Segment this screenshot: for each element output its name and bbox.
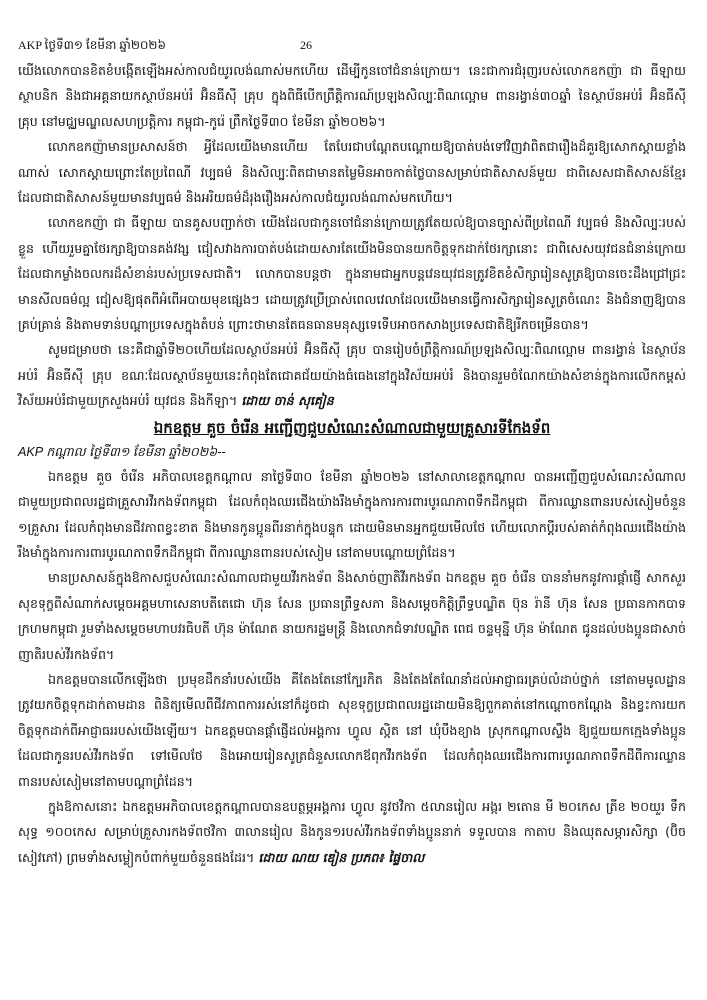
article1-paragraph: លោកឧកញ៉ាមានប្រសាសន៍ថា អ្វីដែលយើងមានហើយ តែបែរជាបណ្តែតបណ្តោយឱ្យបាត់បង់ទៅវិញវាពិតជារឿងដ៏គួរឱ្យសោកស្តាយខ្លាំងណាស់ សោកស្តាយព្រោះតែប្រពៃណី វប្បធម៌ និងសិល្បៈពិតជាមានតម្លៃមិនអាចកាត់ថ្លៃបានសម្រាប់ជាតិសាសន៍មួយ ជាពិសេសជាតិសាសន៍ខ្មែរ ដែលជាជាតិសាសន៍មួយមានវប្បធម៌ និងអរិយធម៌ដ៏រុងរឿងអស់កាលជំយូរលង់ណាស់មកហើយ។ bbox=[18, 139, 686, 206]
article2-paragraph: ឯកឧត្តម គួច ចំរើន អភិបាលខេត្តកណ្តាល នាថ្ងៃទី៣០ ខែមីនា ឆ្នាំ២០២៦ នៅសាលាខេត្តកណ្តាល បានអញ្ជើញជួបសំណេះសំណាល ជាមួយប្រជាពលរដ្ឋជាគ្រួសារវីរកងទ័ពកម្ពុជា ដែលកំពុងឈរជើងយ៉ាងរឹងមាំក្នុងការការពារបូរណភាពទឹកដីកម្ពុជា ពីការឈ្លានពានរបស់សៀមចំនួន ១គ្រួសារ ដែលកំពុងមានជីវភាពខ្វះខាត និងមានកូនប្អូនពីរនាក់ក្នុងបន្ទុក ដោយមិនមានអ្នកជួយមើលថែ ហើយលោកប្តីរបស់គាត់កំពុងឈរជើងយ៉ាងរឹងមាំក្នុងការការពារបូរណភាពទឹកដីកម្ពុជា ពីការឈ្លានពានរបស់សៀម នៅតាមបណ្តោយព្រំដែន។ bbox=[18, 468, 686, 560]
article1-paragraph: យើងលោកបានខិតខំបង្កើតឡើងអស់កាលជំយូរលង់ណាស់មកហើយ ដើម្បីកូនចៅជំនាន់ក្រោយ។ នេះជាការជំរុញរបស់លោកឧកញ៉ា ជា ធី​ឡាយ ស្ថាបនិក និងជាអគ្គនាយកស្ថាប័នអប់រំ អ៊ិនធីស៊ី គ្រុប ក្នុងពិធីបើកព្រឹត្តិការណ៍ប្រឡងសិល្បៈពិណល្អោ​ម​ ពានរង្វាន់៣០ឆ្នាំ នៃស្ថាប័នអប់រំ អ៊ិនធីស៊ី គ្រុប នៅមជ្ឈមណ្ឌលសហប្រត្តិការ កម្ពុជា-កូរ៉េ ព្រឹកថ្ងៃទី៣០ ខែមីនា ឆ្នាំ២០២៦។ bbox=[18, 63, 686, 129]
page-header bbox=[18, 36, 689, 54]
page-number: 26 bbox=[300, 38, 312, 52]
article-body bbox=[18, 58, 686, 870]
article1-paragraph: លោកឧកញ៉ា ជា ធី​ឡាយ បានគូសបញ្ជាក់ថា យើងដែលជាកូនចៅជំនាន់ក្រោយត្រូវតែយល់ឱ្យបានច្បាស់ពីប្រពៃណី វប្បធម៌ និងសិល្បៈរបស់ខ្លួន ហើយរួមគ្នាថែរក្សាឱ្យបានគង់វង្ស ជៀសវាងការបាត់បង់ដោយសារតែយើងមិនបានយកចិត្តទុកដាក់ថែរក្សានោះ ជាពិសេសយុវជនជំនាន់ក្រោយដែលជាកម្លាំងចលករដ៏សំខាន់របស់ប្រទេសជាតិ។ លោកបានបន្តថា ក្នុងនាមជាអ្នកបន្តវេនយុវជនត្រូវខិតខំសិក្សារៀនសូត្រឱ្យបានចេះដឹងជ្រៅជ្រះ មានសីលធម៌ល្អ ជៀសឱ្យផុតពីអំពើអបាយមុខផ្សេងៗ ដោយត្រូវប្រើប្រាស់ពេលវេលាដែលយើងមានធ្វើការសិក្សារៀនសូត្រចំណេះ និងជំនាញឱ្យបានគ្រប់គ្រាន់ និងតាមទាន់បណ្តាប្រទេសក្នុងតំបន់ ព្រោះថាមានតែធនធានមនុស្សទេទើបអាចកសាងប្រទេសជាតិឱ្យរីកចម្រើនបាន។ bbox=[18, 215, 686, 333]
article2-paragraph: មានប្រសាសន៍ក្នុងឱកាសជួបសំណេះសំណាលជាមួយវីរកងទ័ព និងសាច់ញាតិវីរកងទ័ព ឯកឧត្តម គួច ចំរើន បាននាំមកនូវការផ្តាំផ្ញើ សាកសួរសុខទុក្ខពីសំណាក់សម្តេចអគ្គមហាសេនាបតីតេជោ ហ៊ុន សែន ប្រធានព្រឹទ្ធសភា និងសម្តេចកិត្តិព្រឹទ្ធបណ្ឌិត ប៊ុន រ៉ានី ហ៊ុន សែន ប្រធានកាកបាទក្រហមកម្ពុជា រួមទាំងសម្តេចមហាបវរធិបតី ហ៊ុន ម៉ាណែត នាយករដ្ឋមន្ត្រី និងលោកជំទាវបណ្ឌិត ពេជ ចន្ទមុន្នី ហ៊ុន ម៉ាណែត ជូនដល់បងប្អូនជាសាច់ញាតិរបស់វីរកងទ័ព។ bbox=[18, 570, 686, 662]
article1-last-text: សូមជម្រាបថា នេះគឺជាឆ្នាំទី២០ហើយដែលស្ថាប័នអប់រំ អ៊ិនធីស៊ី គ្រុប បានរៀបចំព្រឹត្តិការណ៍ប្រឡងសិល្បៈពិណល្អោម ពានរង្វាន់ នៃស្ថាប័នអប់រំ អ៊ិនធីស៊ី គ្រុប ខណៈដែលស្ថាប័នមួយនេះកំពុងតែជោគជ័យយ៉ាងធំធេងនៅក្នុងវិស័យអប់រំ និងបានរួមចំណែកយ៉ាងសំខាន់ក្នុងការលើកកម្ពស់វិស័យអប់រំជាមួយក្រសួងអប់រំ យុវជន និងកីឡា។ bbox=[18, 342, 686, 409]
article2-paragraph: ឯកឧត្តមបានលើកឡើងថា ប្រមុខដឹកនាំរបស់យើង គឺតែងតែនៅក្បែរកិត និងតែងតែណែនាំដល់អាជ្ញាធរគ្រប់លំដាប់ថ្នាក់ នៅតាមមូលដ្ឋាន ត្រូវយកចិត្តទុកដាក់តាមដាន ពិនិត្យមើលពីជីវភាពការរស់នៅក៏ដូចជា សុខទុក្ខប្រជាពលរដ្ឋដោយមិនឱ្យពួកគាត់នៅកណ្តោចកណ្តែង និងខ្វះការយកចិត្តទុកដាក់ពីអាជ្ញាធររបស់យើងឡើយ។ ឯកឧត្តមបានផ្តាំផ្ញើដល់អង្គការ ហ្វូល ស្កិត នៅ ឃុំបឹងខ្យាង ស្រុកកណ្តាលស្ទឹង ឱ្យជួយយកក្មេងទាំងប្អូនដែលជាកូនរបស់វីរកងទ័ព ទៅមើលថែ និងអោយរៀនសូត្រជំនួសលោកឪពុកវីរកងទ័ព ដែលកំពុងឈរជើងការពារបូរណភាពទឹកដីពីការឈ្លានពានរបស់សៀមនៅតាមបណ្តាព្រំដែន។ bbox=[18, 671, 686, 789]
header-date: AKP ថ្ងៃទី៣១ ខែមីនា ឆ្នាំ២០២៦ bbox=[18, 38, 166, 52]
article2-headline: ឯកឧត្តម គួច ចំរើន អញ្ជើញជួបសំណេះសំណាលជាមួយគ្រួសារទីកែងទ័ព bbox=[153, 418, 551, 437]
article2-credit: ដោយ ណយ ឌៀន ប្រភព៖ ផ្ទៃចាល bbox=[258, 849, 425, 865]
article2-paragraph bbox=[18, 794, 686, 870]
article2-dateline: AKP កណ្តាល ថ្ងៃទី៣១ ខែមីនា ឆ្នាំ២០២៦-- bbox=[18, 444, 226, 459]
article1-paragraph bbox=[18, 337, 686, 413]
article2-last-text: ក្នុងឱកាសនោះ ឯកឧត្តមអភិបាលខេត្តកណ្តាលបានឧបត្ថម្ភអង្គការ ហ្វូល នូវថវិកា ៥លានរៀល អង្ករ ២តោន មី ២០កេស ត្រីខ ២០យួរ ទឹកសុទ្ធ ១០០កេស សម្រាប់គ្រួសារកងទ័ពថវិកា ៣លានរៀល និងកូន១របស់វីរកងទ័ពទាំងប្អូននាក់ ទទួលបាន កាតាប និងឈុតសម្ភារសិក្សា (ប៊ិច សៀវភៅ) ព្រមទាំងសម្លៀកបំពាក់មួយចំនួនផងដែរ។ bbox=[18, 798, 686, 865]
article1-credit: ដោយ ចាន់ សុគៀន bbox=[241, 393, 334, 409]
